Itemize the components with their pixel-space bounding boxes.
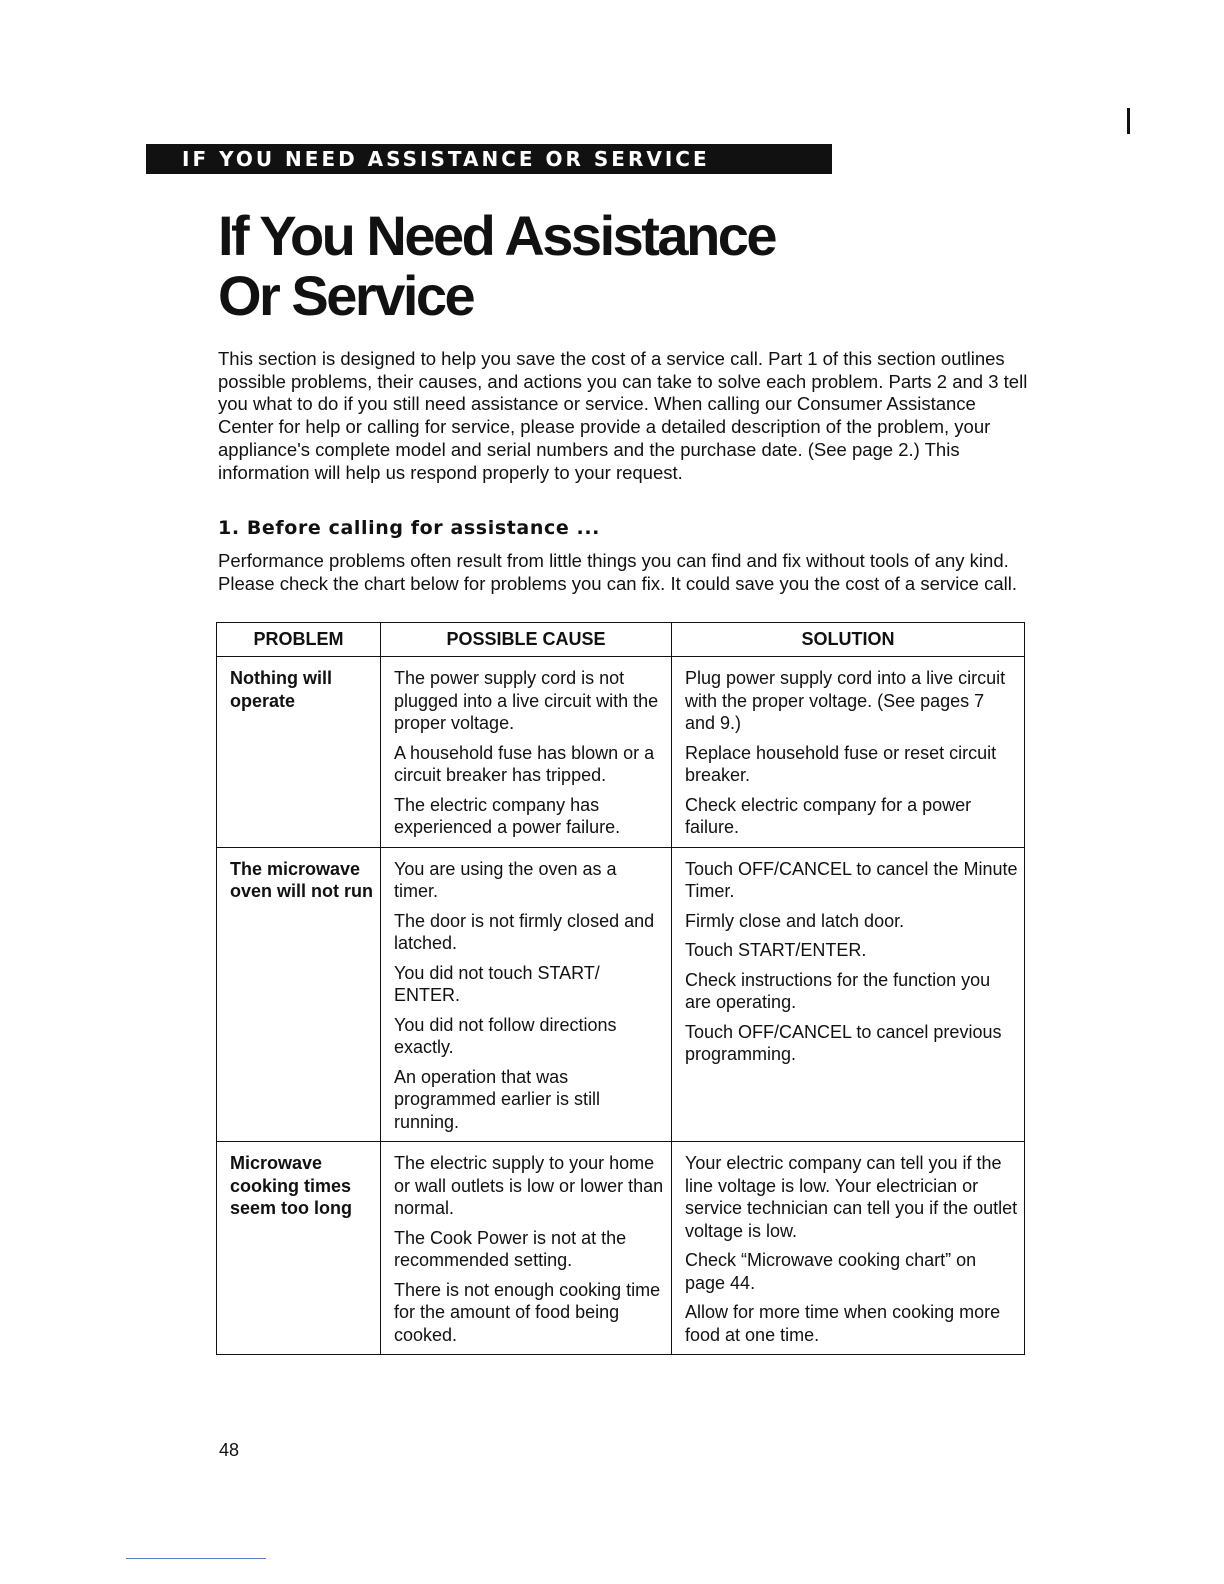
cause-text: The power supply cord is not plugged into a live circuit with the proper voltage.	[394, 668, 659, 733]
problem-cell: Microwave cooking times seem too long	[217, 1142, 381, 1355]
cause-text: You did not follow directions exactly.	[394, 1014, 617, 1057]
solution-text: Check instructions for the function you are operating.	[685, 969, 991, 1012]
page-edge-mark	[1127, 108, 1130, 134]
problem-cell: The microwave oven will not run	[217, 847, 381, 1142]
section-banner: IF YOU NEED ASSISTANCE OR SERVICE	[146, 144, 832, 174]
table-row	[217, 1142, 1025, 1355]
cause-text: A household fuse has blown or a circuit breaker has tripped.	[394, 742, 655, 785]
solution-text: Your electric company can tell you if the line voltage is low. Your electrician or service technician can tell you if the outlet voltage is low.	[685, 1153, 1018, 1241]
page-title	[218, 206, 1018, 326]
page-title-line-1: If You Need Assistance	[218, 204, 776, 267]
table-header-row	[217, 623, 1025, 657]
footer-rule	[126, 1558, 266, 1559]
solution-text: Check “Microwave cooking chart” on page 44.	[685, 1250, 977, 1293]
table-row	[217, 847, 1025, 1142]
solution-text: Allow for more time when cooking more food at one time.	[685, 1302, 1001, 1345]
solution-cell	[672, 847, 1025, 1142]
cause-cell	[381, 657, 672, 848]
header-solution: SOLUTION	[672, 623, 1025, 657]
header-possible-cause: POSSIBLE CAUSE	[381, 623, 672, 657]
solution-text: Replace household fuse or reset circuit breaker.	[685, 742, 997, 785]
solution-text: Plug power supply cord into a live circuit with the proper voltage. (See pages 7 and 9.)	[685, 668, 1006, 733]
cause-cell	[381, 1142, 672, 1355]
table-row	[217, 657, 1025, 848]
troubleshooting-table	[216, 622, 1025, 1355]
cause-text: You are using the oven as a timer.	[394, 858, 617, 901]
section-lead-paragraph: Performance problems often result from little things you can find and fix without tools of any kind. Please check the chart below for problems you can fix. It could save you the cost of a service call.	[218, 550, 1017, 594]
section-heading: 1. Before calling for assistance ...	[218, 517, 600, 539]
cause-text: There is not enough cooking time for the amount of food being cooked.	[394, 1279, 661, 1345]
cause-text: The electric company has experienced a power failure.	[394, 794, 621, 837]
cause-text: The door is not firmly closed and latched.	[394, 910, 655, 953]
problem-cell: Nothing will operate	[217, 657, 381, 848]
cause-cell	[381, 847, 672, 1142]
solution-text: Firmly close and latch door.	[685, 910, 905, 931]
page-number: 48	[219, 1440, 240, 1460]
solution-text: Touch OFF/CANCEL to cancel previous programming.	[685, 1021, 1002, 1064]
solution-text: Check electric company for a power failure.	[685, 794, 972, 837]
solution-text: Touch START/ENTER.	[685, 940, 867, 960]
solution-cell	[672, 1142, 1025, 1355]
solution-text: Touch OFF/CANCEL to cancel the Minute Timer.	[685, 858, 1018, 901]
intro-paragraph: This section is designed to help you save the cost of a service call. Part 1 of this section outlines possible problems, their causes, and actions you can take to solve each problem. Parts 2 and 3 tell you what to do if you still need assistance or service. When calling our Consumer Assistance Center for help or calling for service, please provide a detailed description of the problem, your appliance's complete model and serial numbers and the purchase date. (See page 2.) This information will help us respond properly to your request.	[218, 348, 1028, 483]
header-problem: PROBLEM	[217, 623, 381, 657]
solution-cell	[672, 657, 1025, 848]
page-title-line-2: Or Service	[218, 264, 474, 327]
cause-text: You did not touch START/ ENTER.	[394, 962, 600, 1005]
cause-text: The Cook Power is not at the recommended setting.	[394, 1227, 627, 1270]
cause-text: The electric supply to your home or wall outlets is low or lower than normal.	[394, 1153, 664, 1218]
cause-text: An operation that was programmed earlier is still running.	[394, 1066, 601, 1132]
